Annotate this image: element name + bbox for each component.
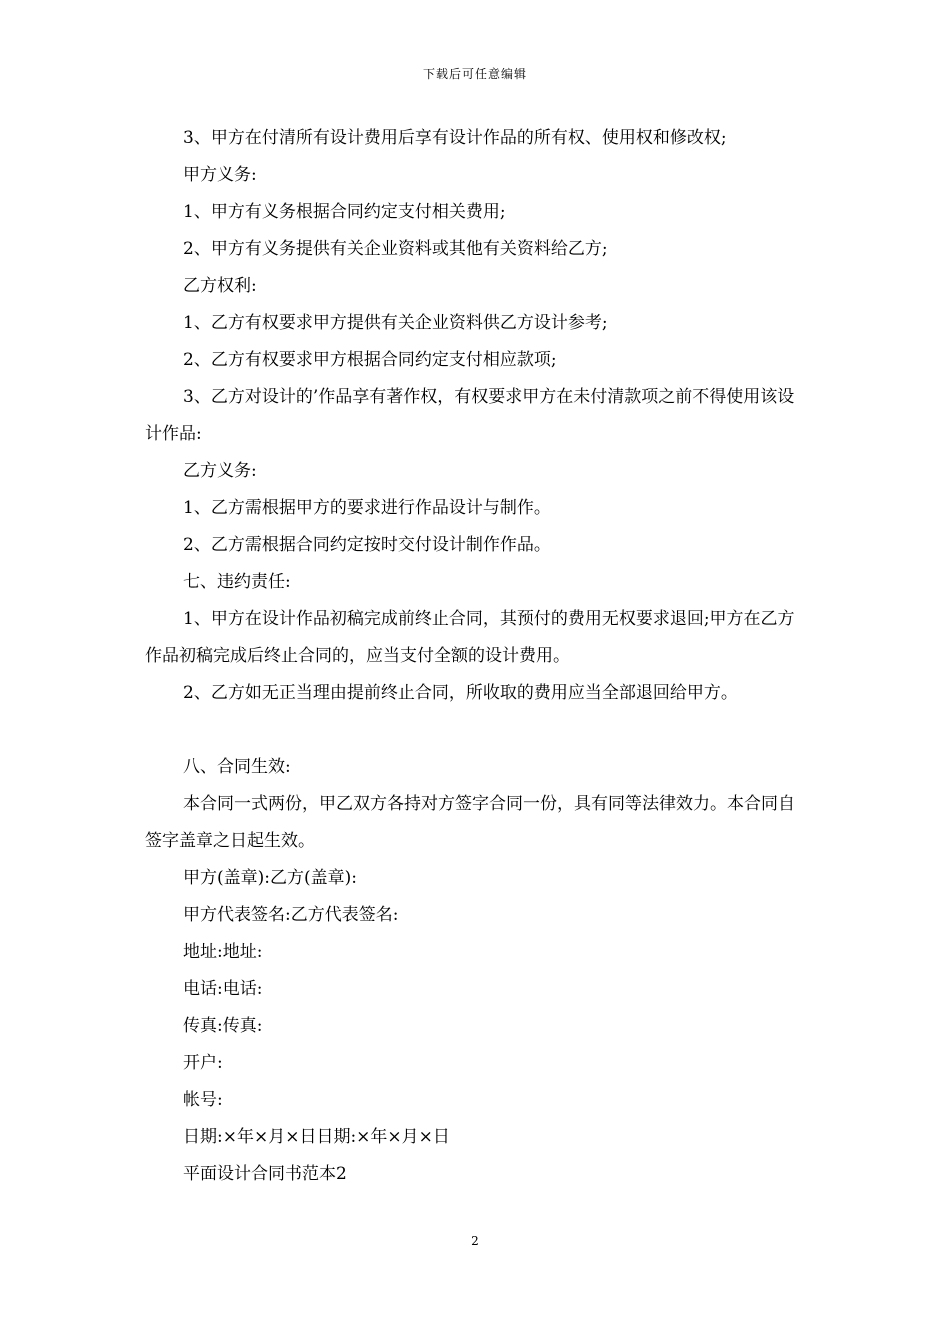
paragraph-breach-2: 2、乙方如无正当理由提前终止合同，所收取的费用应当全部退回给甲方。 [183,683,738,703]
document-body [145,120,810,1193]
page-number: 2 [471,1234,479,1248]
account-line: 帐号: [183,1090,223,1110]
paragraph-party-b-right-1: 1、乙方有权要求甲方提供有关企业资料供乙方设计参考; [183,313,608,333]
signature-representative-line: 甲方代表签名:乙方代表签名: [183,905,399,925]
signature-seal-line: 甲方(盖章):乙方(盖章): [183,868,357,888]
heading-contract-effect: 八、合同生效: [183,757,291,777]
paragraph-breach-1: 1、甲方在设计作品初稿完成前终止合同，其预付的费用无权要求退回;甲方在乙方作品初稿完成后终止合同的，应当支付全额的设计费用。 [145,609,795,666]
heading-party-b-obligations: 乙方义务: [183,461,257,481]
heading-party-a-obligations: 甲方义务: [183,165,257,185]
paragraph-contract-effect: 本合同一式两份，甲乙双方各持对方签字合同一份，具有同等法律效力。本合同自签字盖章之日起生效。 [145,794,795,851]
page-header: 下载后可任意编辑 [422,67,527,81]
phone-line: 电话:电话: [183,979,263,999]
date-line: 日期:×年×月×日日期:×年×月×日 [183,1127,450,1147]
paragraph-party-b-obligation-2: 2、乙方需根据合同约定按时交付设计制作作品。 [183,535,551,555]
blank-line [145,712,810,749]
paragraph-party-a-right-3: 3、甲方在付清所有设计费用后享有设计作品的所有权、使用权和修改权; [183,128,727,148]
paragraph-party-a-obligation-2: 2、甲方有义务提供有关企业资料或其他有关资料给乙方; [183,239,608,259]
address-line: 地址:地址: [183,942,263,962]
heading-breach-liability: 七、违约责任: [183,572,291,592]
paragraph-party-b-right-3: 3、乙方对设计的’作品享有著作权，有权要求甲方在未付清款项之前不得使用该设计作品: [145,387,795,444]
heading-party-b-rights: 乙方权利: [183,276,257,296]
fax-line: 传真:传真: [183,1016,263,1036]
next-template-title: 平面设计合同书范本2 [183,1164,347,1184]
paragraph-party-a-obligation-1: 1、甲方有义务根据合同约定支付相关费用; [183,202,506,222]
paragraph-party-b-right-2: 2、乙方有权要求甲方根据合同约定支付相应款项; [183,350,557,370]
paragraph-party-b-obligation-1: 1、乙方需根据甲方的要求进行作品设计与制作。 [183,498,551,518]
bank-line: 开户: [183,1053,223,1073]
